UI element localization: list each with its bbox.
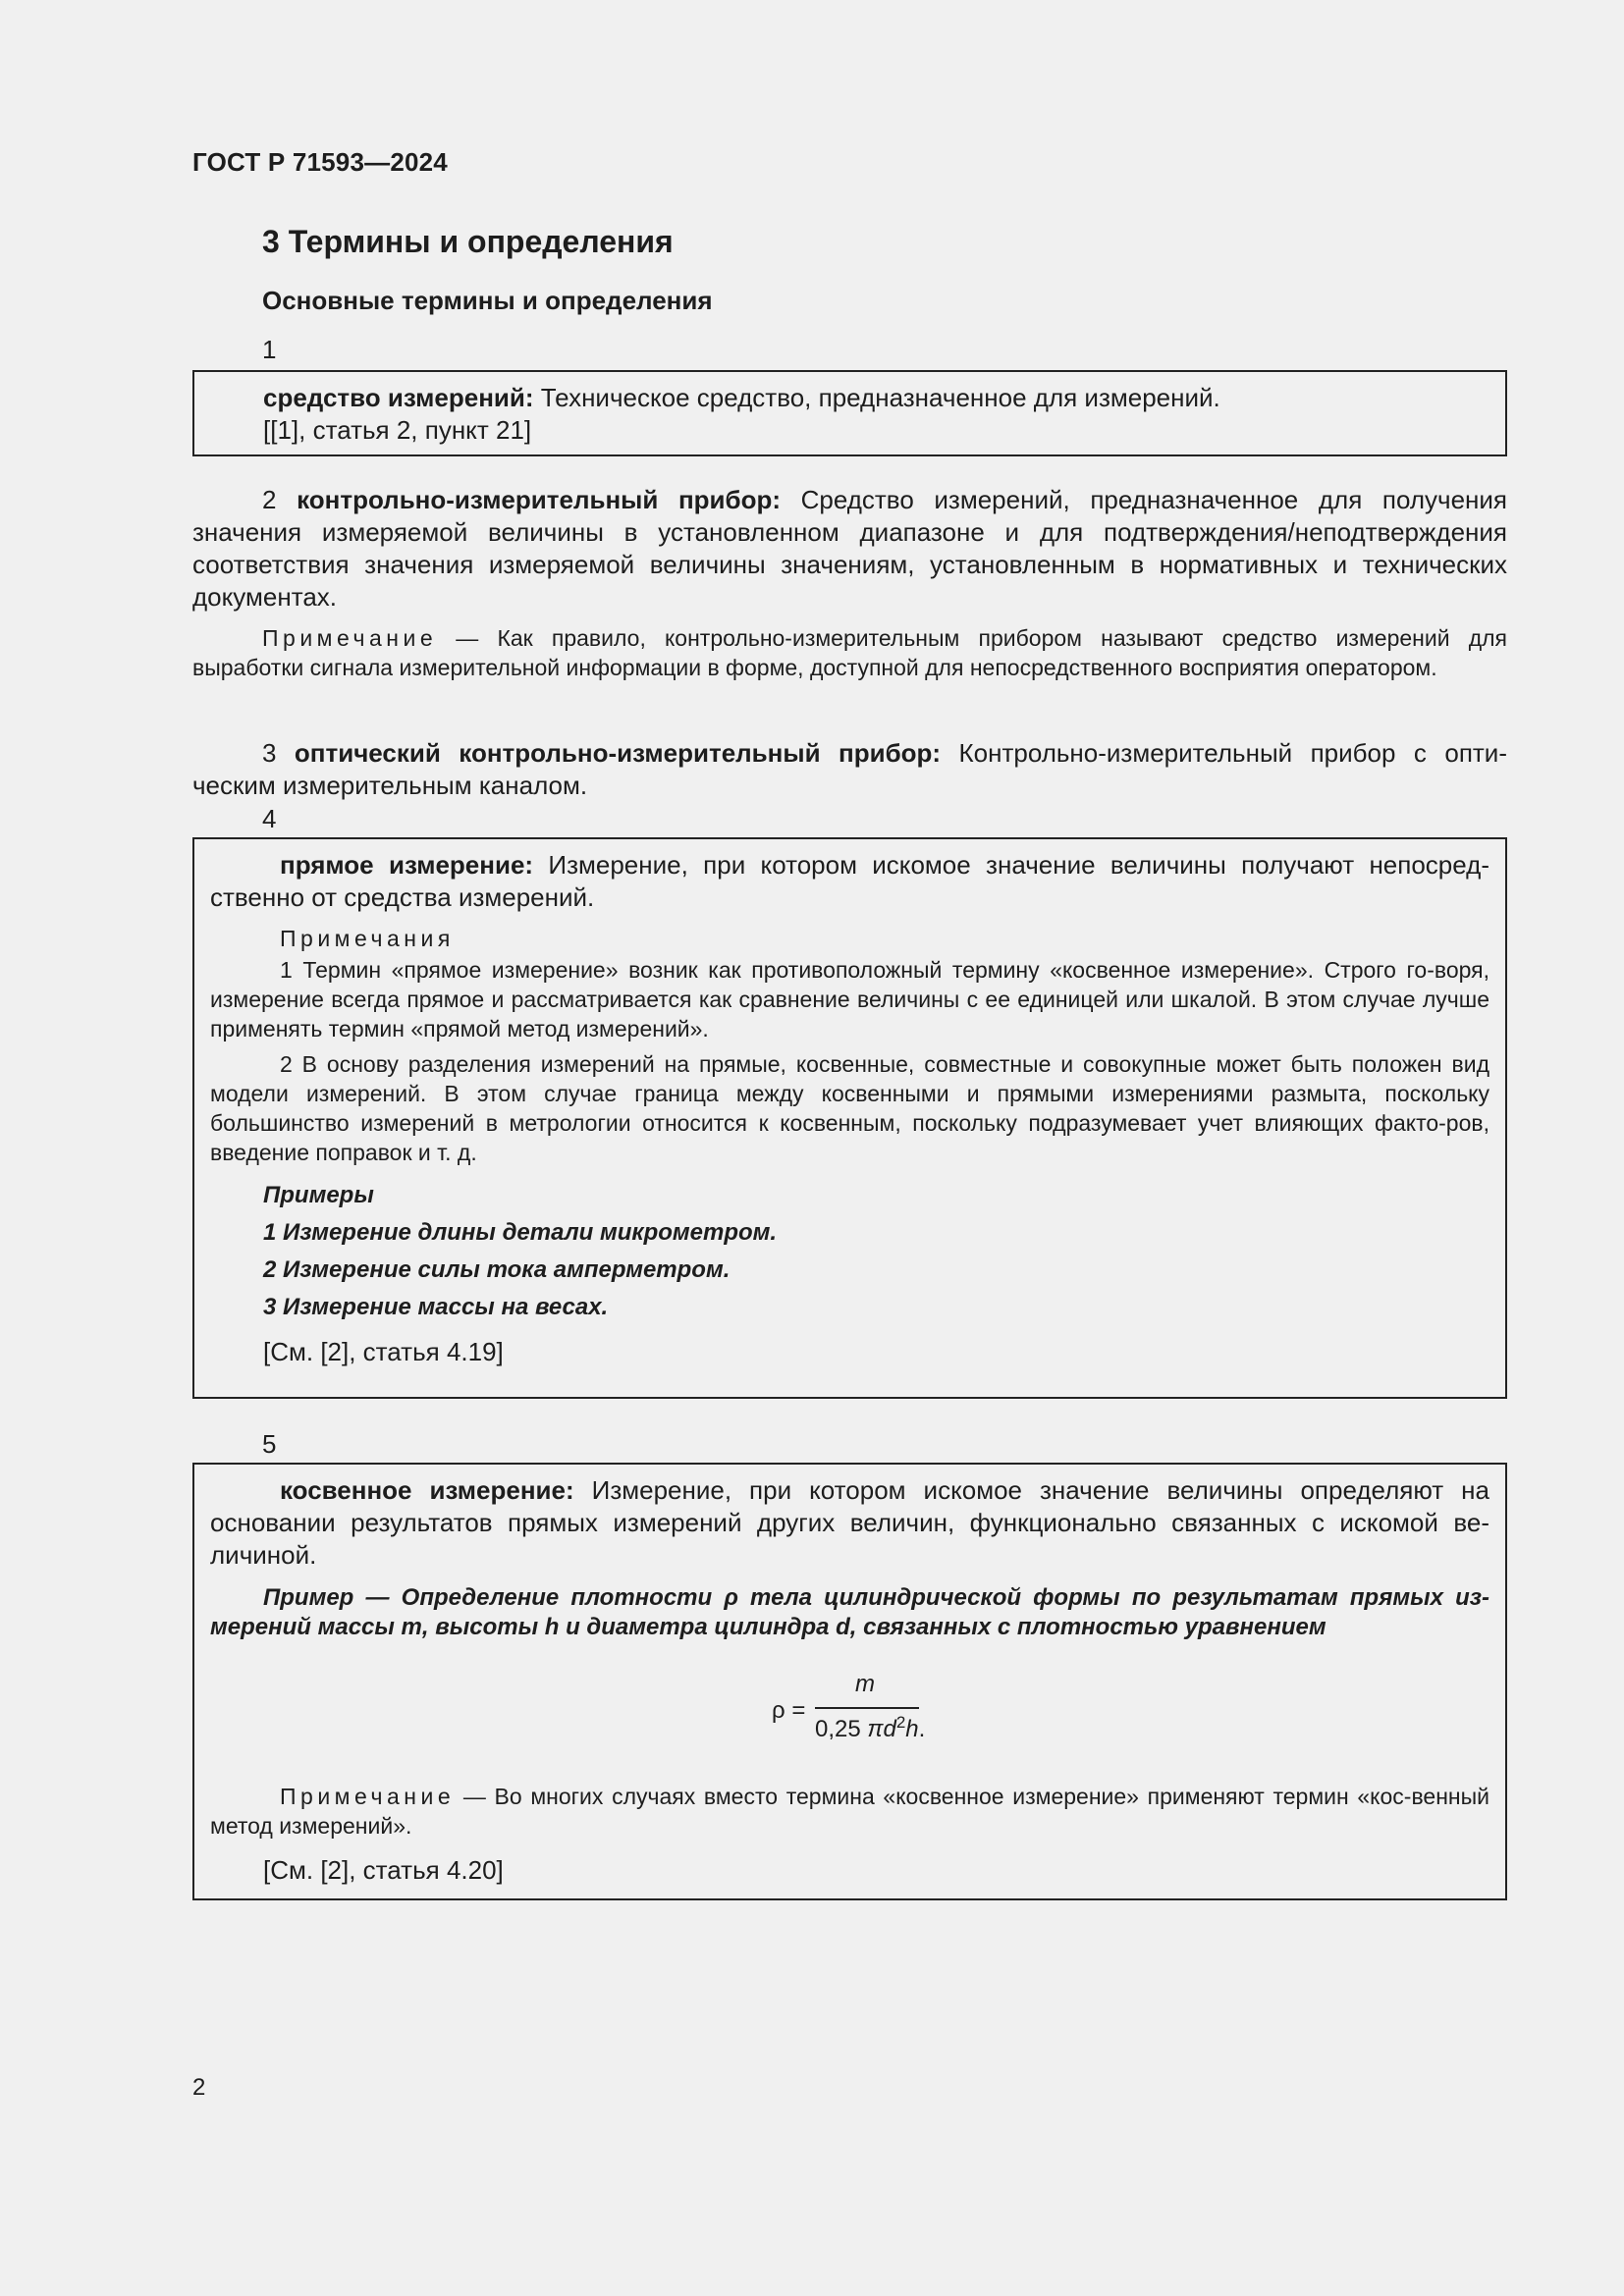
term-4-example-1: 1 Измерение длины детали микрометром. [263,1219,778,1246]
term-4-box [192,837,1507,1399]
term-4-term: прямое измерение: [280,850,534,880]
document-code: ГОСТ Р 71593—2024 [192,147,448,177]
term-1-box [192,370,1507,456]
term-5-term: косвенное измерение: [280,1475,574,1505]
term-3-number: 3 [262,738,295,768]
term-2-note-label: Примечание [262,625,438,651]
section-title: 3 Термины и определения [262,224,674,259]
page-number: 2 [192,2074,206,2101]
term-1-definition: средство измерений: Техническое средство, предназначенное для измерений. [263,383,1220,412]
term-4-example-2: 2 Измерение силы тока амперметром. [263,1256,731,1283]
formula-fraction-line [815,1707,919,1709]
term-5-note: Примечание — Во многих случаях вместо термина «косвенное измерение» применяют термин «кос-венный метод измерений». [210,1784,1489,1839]
term-5-number: 5 [262,1429,277,1459]
term-2-term: контрольно-измерительный прибор: [297,485,781,514]
term-3-block [192,737,1507,802]
term-3-definition: 3 оптический контрольно-измерительный прибор: Контрольно-измерительный прибор с опти-ческим измерительным каналом. [192,738,1507,800]
formula-numerator: m [855,1671,875,1697]
term-4-number: 4 [262,804,277,833]
term-5-definition: косвенное измерение: Измерение, при котором искомое значение величины определяют на основании результатов прямых измерений других величин, функционально связанных с искомой ве-личиной. [210,1475,1490,1570]
term-4-note-1: 1 Термин «прямое измерение» возник как противоположный термину «косвенное измерение». Строго го-воря, измерение всегда прямое и рассматривается как сравнение величины с ее единицей или шкалой. В этом случае лучше применять термин «прямой метод измерений». [210,957,1489,1041]
term-5-example: Пример — Определение плотности ρ тела цилиндрической формы по результатам прямых из-мерений массы m, высоты h и диаметра цилиндра d, связанных с плотностью уравнением [210,1584,1489,1640]
term-2-number: 2 [262,485,298,514]
term-4-source: [См. [2], статья 4.19] [263,1337,504,1366]
term-4-example-3: 3 Измерение массы на весах. [263,1294,609,1320]
subsection-title: Основные термины и определения [262,286,713,315]
term-3-term: оптический контрольно-измерительный прибор: [294,738,942,768]
term-2-block [192,484,1507,682]
term-2-definition: 2 контрольно-измерительный прибор: Средство измерений, предназначенное для получения значения измеряемой величины в установленном диапазоне и для подтверждения/неподтверждения соответствия значения измеряемой величины значениям, установленным в нормативных и технических документах. [192,485,1508,612]
term-5-note-label: Примечание [280,1784,456,1809]
term-1-number: 1 [262,335,277,364]
formula-denominator: 0,25 $\pi d^2h$. [815,1713,926,1742]
term-2-note: Примечание — Как правило, контрольно-измерительным прибором называют средство измерений для выработки сигнала измерительной информации в форме, доступной для непосредственного восприятия оператором. [192,625,1507,680]
term-1-term: средство измерений: [263,383,534,412]
term-4-examples-label: Примеры [263,1182,374,1208]
term-5-box [192,1463,1507,1900]
term-5-source: [См. [2], статья 4.20] [263,1855,504,1885]
term-1-source: [[1], статья 2, пункт 21] [263,415,532,445]
formula-lhs: ρ = [772,1697,806,1724]
term-4-notes-label: Примечания [280,926,455,951]
term-4-note-2: 2 В основу разделения измерений на прямые, косвенные, совместные и совокупные может быть положен вид модели измерений. В этом случае граница между косвенными и прямыми измерениями размыта, поскольку большинство измерений в метрологии относится к косвенным, поскольку подразумевает учет влияющих факто-ров, введение поправок и т. д. [210,1051,1489,1165]
term-4-definition: прямое измерение: Измерение, при котором искомое значение величины получают непосред-ственно от средства измерений. [210,850,1489,912]
